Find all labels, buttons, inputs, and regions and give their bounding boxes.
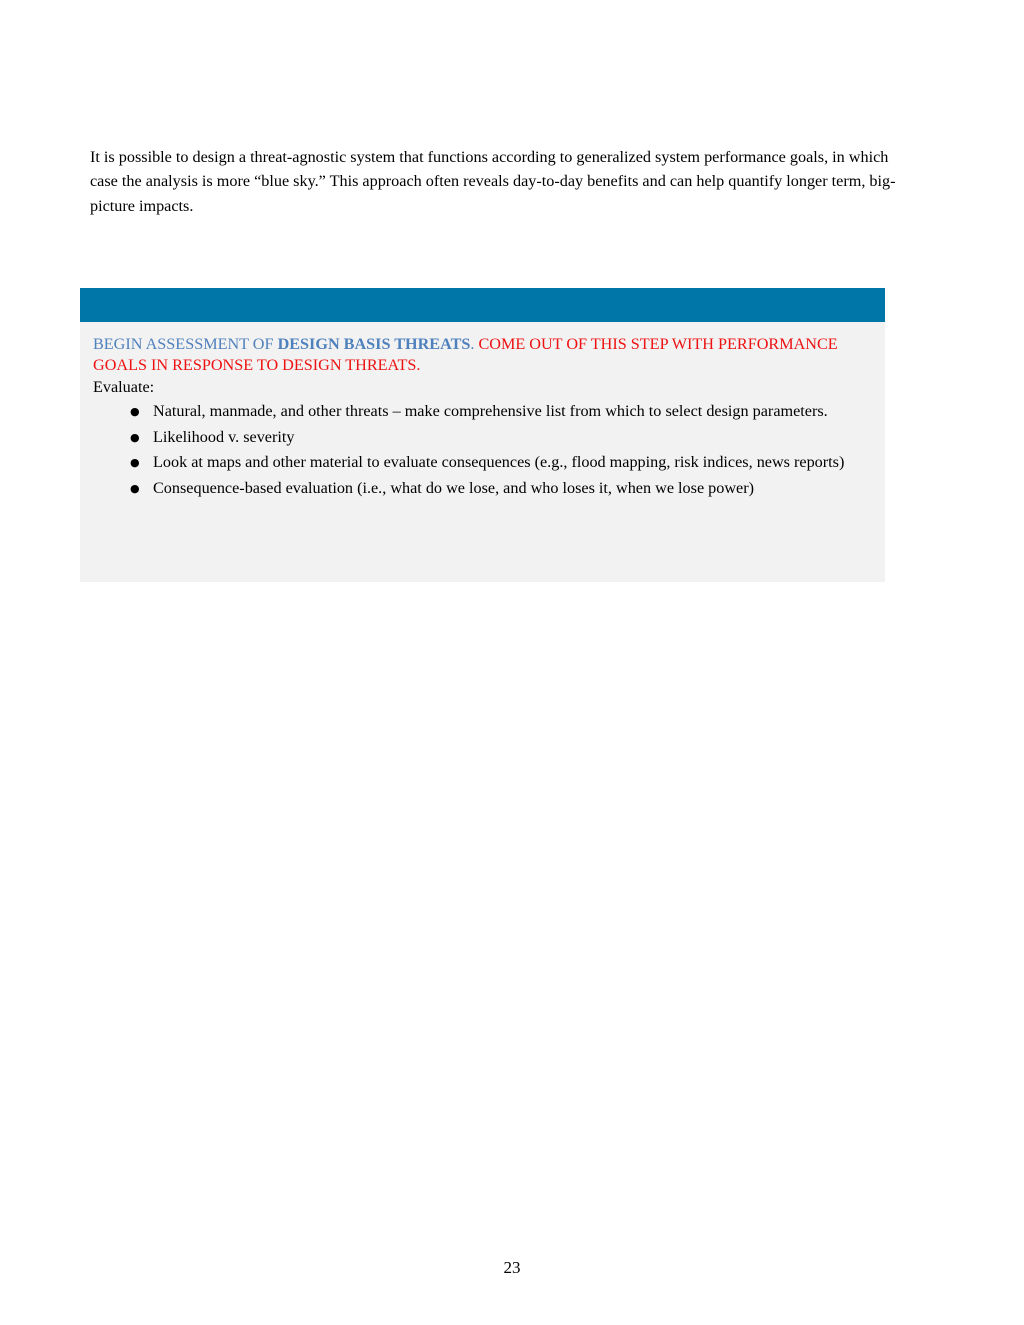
bullet-icon: ● [130,481,140,495]
list-item-text: Look at maps and other material to evaluate consequences (e.g., flood mapping, risk indices, news reports) [153,453,845,471]
heading-emphasis: DESIGN BASIS THREATS [277,335,471,353]
list-item [93,451,845,475]
bullet-icon: ● [130,456,140,469]
list-item [93,426,845,450]
list-item [93,400,845,424]
list-item-text: Natural, manmade, and other threats – make comprehensive list from which to select design parameters. [153,402,828,420]
bullet-icon: ● [130,430,140,444]
list-item [93,477,845,501]
step-callout-box [80,288,885,582]
callout-body [80,322,885,500]
callout-heading [93,334,845,376]
heading-prefix: BEGIN ASSESSMENT OF [93,335,278,353]
evaluate-bullet-list [93,400,845,500]
bullet-icon: ● [130,405,140,418]
list-item-text: Likelihood v. severity [153,427,295,446]
list-item-text: Consequence-based evaluation (i.e., what do we lose, and who loses it, when we lose power) [153,478,755,497]
intro-paragraph: It is possible to design a threat-agnostic system that functions according to generalized system performance goals, in which case the analysis is more “blue sky.” This approach often reveals day-to-day benefits and can help quantify longer term, big-picture impacts. [90,148,896,215]
evaluate-label: Evaluate: [93,378,155,396]
callout-header-bar [80,288,885,322]
page-number: 23 [503,1258,521,1277]
heading-period: . [470,335,475,353]
heading-red-text: COME OUT OF THIS STEP WITH PERFORMANCE GOALS IN RESPONSE TO DESIGN THREATS. [93,335,838,374]
